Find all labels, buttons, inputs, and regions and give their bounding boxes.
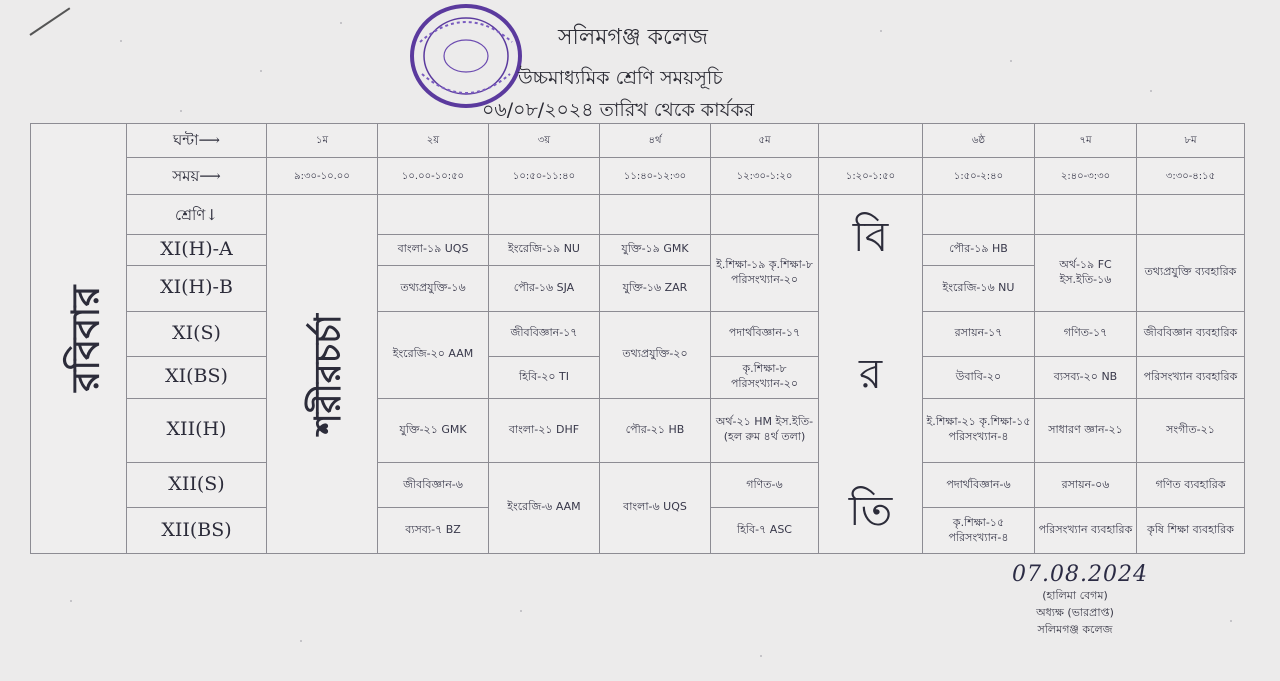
period-header: ৭ম bbox=[1035, 124, 1137, 158]
schedule-cell: জীববিজ্ঞান ব্যবহারিক bbox=[1137, 311, 1245, 357]
schedule-cell: জীববিজ্ঞান-৬ bbox=[378, 462, 489, 508]
schedule-cell: ইংরেজি-৬ AAM bbox=[489, 462, 600, 553]
time-slot: ৩:৩০-৪:১৫ bbox=[1137, 158, 1245, 195]
break-letter: র bbox=[858, 348, 883, 398]
schedule-cell: পরিসংখ্যান ব্যবহারিক bbox=[1137, 357, 1245, 398]
time-slot: ১০:৫০-১১:৪০ bbox=[489, 158, 600, 195]
schedule-cell: ব্যসব্য-৭ BZ bbox=[378, 508, 489, 554]
period-header: ৬ষ্ঠ bbox=[923, 124, 1035, 158]
table-row bbox=[31, 234, 1245, 265]
time-slot: ৯:৩০-১০.০০ bbox=[267, 158, 378, 195]
class-routine-table bbox=[30, 123, 1245, 554]
schedule-cell: সংগীত-২১ bbox=[1137, 398, 1245, 462]
empty-cell bbox=[711, 195, 819, 234]
schedule-cell: কৃষি শিক্ষা ব্যবহারিক bbox=[1137, 508, 1245, 554]
period-header: ৮ম bbox=[1137, 124, 1245, 158]
schedule-cell: অর্থ-১৯ FC ইস.ইতি-১৬ bbox=[1035, 234, 1137, 311]
period-header: ৩য় bbox=[489, 124, 600, 158]
period-header: ৫ম bbox=[711, 124, 819, 158]
signatory-college: সলিমগঞ্জ কলেজ bbox=[1037, 623, 1113, 636]
document-subtitle: উচ্চমাধ্যমিক শ্রেণি সময়সূচি bbox=[518, 67, 723, 89]
schedule-cell: ই.শিক্ষা-২১ কৃ.শিক্ষা-১৫ পরিসংখ্যান-৪ bbox=[923, 398, 1035, 462]
period-header: ৪র্থ bbox=[600, 124, 711, 158]
class-label: XII(H) bbox=[127, 398, 267, 462]
break-letter: বি bbox=[852, 212, 889, 262]
empty-cell bbox=[489, 195, 600, 234]
schedule-cell: তথ্যপ্রযুক্তি-২০ bbox=[600, 311, 711, 398]
schedule-cell: বাংলা-৬ UQS bbox=[600, 462, 711, 553]
period-header: ২য় bbox=[378, 124, 489, 158]
empty-cell bbox=[378, 195, 489, 234]
schedule-cell: জীববিজ্ঞান-১৭ bbox=[489, 311, 600, 357]
time-slot: ১:২০-১:৫০ bbox=[819, 158, 923, 195]
class-label: XI(H)-B bbox=[127, 265, 267, 311]
schedule-cell: পরিসংখ্যান ব্যবহারিক bbox=[1035, 508, 1137, 554]
signature-date: 07.08.2024 bbox=[1012, 562, 1148, 587]
schedule-cell: অর্থ-২১ HM ইস.ইতি- (হল রুম ৪র্থ তলা) bbox=[711, 398, 819, 462]
period-row-label: ঘন্টা⟶ bbox=[127, 124, 267, 158]
schedule-cell: ব্যসব্য-২০ NB bbox=[1035, 357, 1137, 398]
schedule-cell: তথ্যপ্রযুক্তি ব্যবহারিক bbox=[1137, 234, 1245, 311]
period-header: ১ম bbox=[267, 124, 378, 158]
table-row bbox=[31, 398, 1245, 462]
class-label: XI(H)-A bbox=[127, 234, 267, 265]
schedule-cell: হিবি-২০ TI bbox=[489, 357, 600, 398]
break-cell bbox=[819, 195, 923, 554]
empty-cell bbox=[923, 195, 1035, 234]
empty-cell bbox=[1035, 195, 1137, 234]
class-label: XII(BS) bbox=[127, 508, 267, 554]
schedule-cell: গণিত-১৭ bbox=[1035, 311, 1137, 357]
time-slot: ১০.০০-১০:৫০ bbox=[378, 158, 489, 195]
document-header bbox=[0, 0, 1280, 124]
class-label: XII(S) bbox=[127, 462, 267, 508]
schedule-cell: ইংরেজি-২০ AAM bbox=[378, 311, 489, 398]
schedule-cell: বাংলা-১৯ UQS bbox=[378, 234, 489, 265]
schedule-cell: সাধারণ জ্ঞান-২১ bbox=[1035, 398, 1137, 462]
schedule-cell: যুক্তি-২১ GMK bbox=[378, 398, 489, 462]
time-slot: ১:৫০-২:৪০ bbox=[923, 158, 1035, 195]
schedule-cell: পদার্থবিজ্ঞান-১৭ bbox=[711, 311, 819, 357]
schedule-cell: কৃ.শিক্ষা-৮ পরিসংখ্যান-২০ bbox=[711, 357, 819, 398]
period-header bbox=[819, 124, 923, 158]
schedule-cell: উবাবি-২০ bbox=[923, 357, 1035, 398]
schedule-cell: বাংলা-২১ DHF bbox=[489, 398, 600, 462]
schedule-cell: পৌর-২১ HB bbox=[600, 398, 711, 462]
schedule-cell: ইংরেজি-১৬ NU bbox=[923, 265, 1035, 311]
day-cell: রবিবার bbox=[31, 124, 127, 554]
empty-cell bbox=[1137, 195, 1245, 234]
schedule-cell: পৌর-১৯ HB bbox=[923, 234, 1035, 265]
time-row bbox=[31, 158, 1245, 195]
schedule-cell: পৌর-১৬ SJA bbox=[489, 265, 600, 311]
schedule-cell: যুক্তি-১৯ GMK bbox=[600, 234, 711, 265]
schedule-cell: ই.শিক্ষা-১৯ কৃ.শিক্ষা-৮ পরিসংখ্যান-২০ bbox=[711, 234, 819, 311]
schedule-cell: রসায়ন-০৬ bbox=[1035, 462, 1137, 508]
table-row bbox=[31, 462, 1245, 508]
schedule-cell: ইংরেজি-১৯ NU bbox=[489, 234, 600, 265]
schedule-cell: যুক্তি-১৬ ZAR bbox=[600, 265, 711, 311]
physical-exercise-cell: শরীরচর্চা bbox=[267, 195, 378, 554]
schedule-cell: গণিত ব্যবহারিক bbox=[1137, 462, 1245, 508]
signature-block bbox=[1000, 562, 1150, 681]
schedule-cell: পদার্থবিজ্ঞান-৬ bbox=[923, 462, 1035, 508]
signatory-title: অধ্যক্ষ (ভারপ্রাপ্ত) bbox=[1036, 606, 1114, 619]
table-row bbox=[31, 311, 1245, 357]
class-header-row bbox=[31, 195, 1245, 234]
effective-date: ০৬/০৮/২০২৪ তারিখ থেকে কার্যকর bbox=[482, 99, 755, 121]
period-row bbox=[31, 124, 1245, 158]
class-label: XI(S) bbox=[127, 311, 267, 357]
class-label: XI(BS) bbox=[127, 357, 267, 398]
time-row-label: সময়⟶ bbox=[127, 158, 267, 195]
schedule-cell: হিবি-৭ ASC bbox=[711, 508, 819, 554]
college-name: সলিমগঞ্জ কলেজ bbox=[558, 25, 708, 50]
class-column-label: শ্রেণি↓ bbox=[127, 195, 267, 234]
schedule-cell: রসায়ন-১৭ bbox=[923, 311, 1035, 357]
signatory-name: (হালিমা বেগম) bbox=[1042, 589, 1108, 602]
schedule-cell: তথ্যপ্রযুক্তি-১৬ bbox=[378, 265, 489, 311]
time-slot: ২:৪০-৩:৩০ bbox=[1035, 158, 1137, 195]
time-slot: ১১:৪০-১২:৩০ bbox=[600, 158, 711, 195]
schedule-cell: কৃ.শিক্ষা-১৫ পরিসংখ্যান-৪ bbox=[923, 508, 1035, 554]
empty-cell bbox=[600, 195, 711, 234]
time-slot: ১২:৩০-১:২০ bbox=[711, 158, 819, 195]
schedule-cell: গণিত-৬ bbox=[711, 462, 819, 508]
break-letter: তি bbox=[848, 485, 893, 535]
